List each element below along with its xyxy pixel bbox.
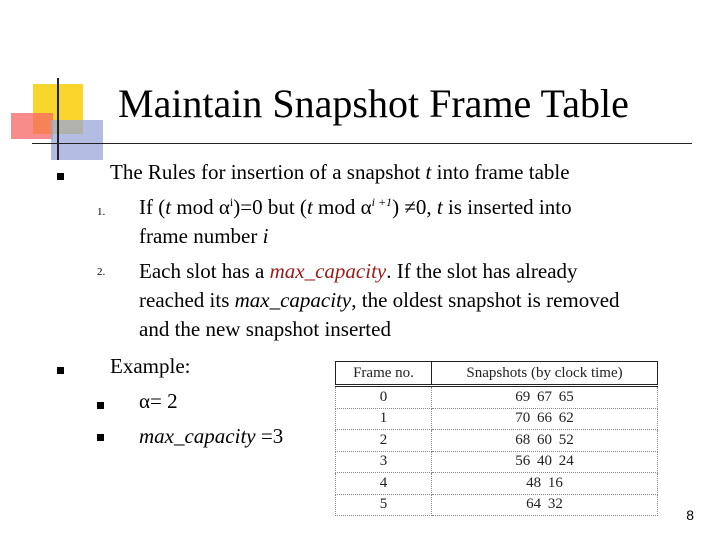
bullet-square-icon (57, 367, 64, 374)
table-row (336, 473, 658, 495)
snapshots-cell: 64 32 (432, 494, 658, 516)
slide-title: Maintain Snapshot Frame Table (118, 81, 629, 126)
title-underline (32, 143, 692, 144)
sub-bullet-square-icon (97, 402, 104, 409)
snapshots-cell: 68 60 52 (432, 430, 658, 452)
example-capacity: max_capacity =3 (139, 424, 284, 448)
table-row (336, 386, 658, 409)
rule-1-number: 1. (97, 206, 106, 218)
table-row (336, 408, 658, 430)
frame-number-cell: 2 (336, 430, 432, 452)
table-row (336, 451, 658, 473)
rule-2-line-3: and the new snapshot inserted (139, 317, 391, 341)
frame-number-cell: 1 (336, 408, 432, 430)
bullet-square-icon (57, 173, 64, 180)
logo-red-square (11, 113, 53, 139)
rule-2-line-1: Each slot has a max_capacity. If the slot has already (139, 259, 578, 283)
frame-number-cell: 4 (336, 473, 432, 495)
column-header-frame-no: Frame no. (336, 362, 432, 386)
snapshots-cell: 70 66 62 (432, 408, 658, 430)
snapshots-cell: 69 67 65 (432, 386, 658, 409)
snapshots-cell: 48 16 (432, 473, 658, 495)
rule-2-number: 2. (97, 266, 106, 278)
rule-1-line-1: If (t mod $\alpha^i)=0$ but (t mod $\alpha^{i +1}) \ne 0$, t is inserted into (139, 195, 572, 219)
rule-2-line-2: reached its max_capacity, the oldest snapshot is removed (139, 288, 620, 312)
rule-1-line-2: frame number i (139, 224, 269, 248)
frame-number-cell: 0 (336, 386, 432, 409)
frame-table (335, 361, 658, 516)
snapshots-cell: 56 40 24 (432, 451, 658, 473)
example-alpha: α= 2 (139, 389, 178, 413)
frame-number-cell: 3 (336, 451, 432, 473)
rules-intro: The Rules for insertion of a snapshot t into frame table (110, 160, 570, 184)
frame-number-cell: 5 (336, 494, 432, 516)
table-header-row (336, 362, 658, 386)
column-header-snapshots: Snapshots (by clock time) (432, 362, 658, 386)
logo-vertical-line (57, 78, 59, 160)
example-label: Example: (110, 354, 191, 378)
table-row (336, 494, 658, 516)
page-number: 8 (686, 507, 694, 523)
sub-bullet-square-icon (97, 434, 104, 441)
table-row (336, 430, 658, 452)
